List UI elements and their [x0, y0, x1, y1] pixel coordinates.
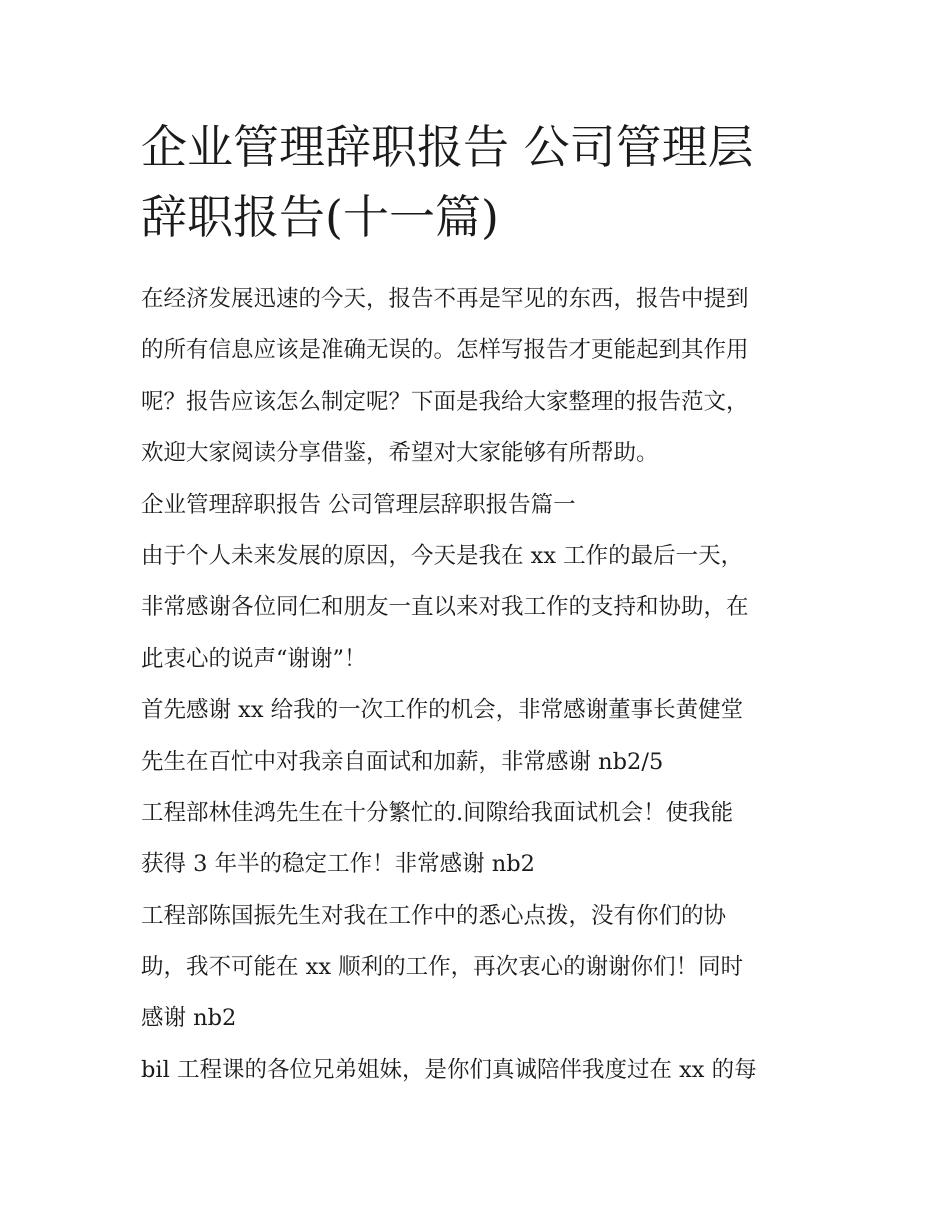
body-paragraph-line: bil 工程课的各位兄弟姐妹，是你们真诚陪伴我度过在 xx 的每 — [141, 1056, 757, 1083]
intro-paragraph-line: 欢迎大家阅读分享借鉴，希望对大家能够有所帮助。 — [141, 440, 659, 467]
body-paragraph-line: 非常感谢各位同仁和朋友一直以来对我工作的支持和协助，在 — [141, 594, 749, 621]
body-paragraph-line: 工程部林佳鸿先生在十分繁忙的.间隙给我面试机会！使我能 — [141, 799, 734, 826]
section-heading: 企业管理辞职报告 公司管理层辞职报告篇一 — [141, 491, 576, 518]
body-paragraph-line: 助，我不可能在 xx 顺利的工作，再次衷心的谢谢你们！同时 — [141, 954, 744, 981]
title-line-1: 企业管理辞职报告 公司管理层 — [141, 120, 754, 174]
document-body — [141, 274, 831, 1096]
intro-paragraph-line: 的所有信息应该是准确无误的。怎样写报告才更能起到其作用 — [141, 337, 749, 364]
document-title — [141, 112, 831, 252]
body-paragraph-line: 此衷心的说声“谢谢”！ — [141, 645, 367, 672]
intro-paragraph-line: 呢？报告应该怎么制定呢？下面是我给大家整理的报告范文， — [141, 388, 749, 415]
body-paragraph-line: 工程部陈国振先生对我在工作中的悉心点拨，没有你们的协 — [141, 902, 727, 929]
body-paragraph-line: 感谢 nb2 — [141, 1005, 237, 1032]
body-paragraph-line: 首先感谢 xx 给我的一次工作的机会，非常感谢董事长黄健堂 — [141, 697, 744, 724]
body-paragraph-line: 由于个人未来发展的原因，今天是我在 xx 工作的最后一天， — [141, 542, 744, 569]
body-paragraph-line: 先生在百忙中对我亲自面试和加薪，非常感谢 nb2/5 — [141, 748, 664, 775]
body-paragraph-line: 获得 3 年半的稳定工作！非常感谢 nb2 — [141, 851, 535, 878]
intro-paragraph-line: 在经济发展迅速的今天，报告不再是罕见的东西，报告中提到 — [141, 286, 749, 312]
title-line-2: 辞职报告(十一篇) — [141, 190, 499, 244]
